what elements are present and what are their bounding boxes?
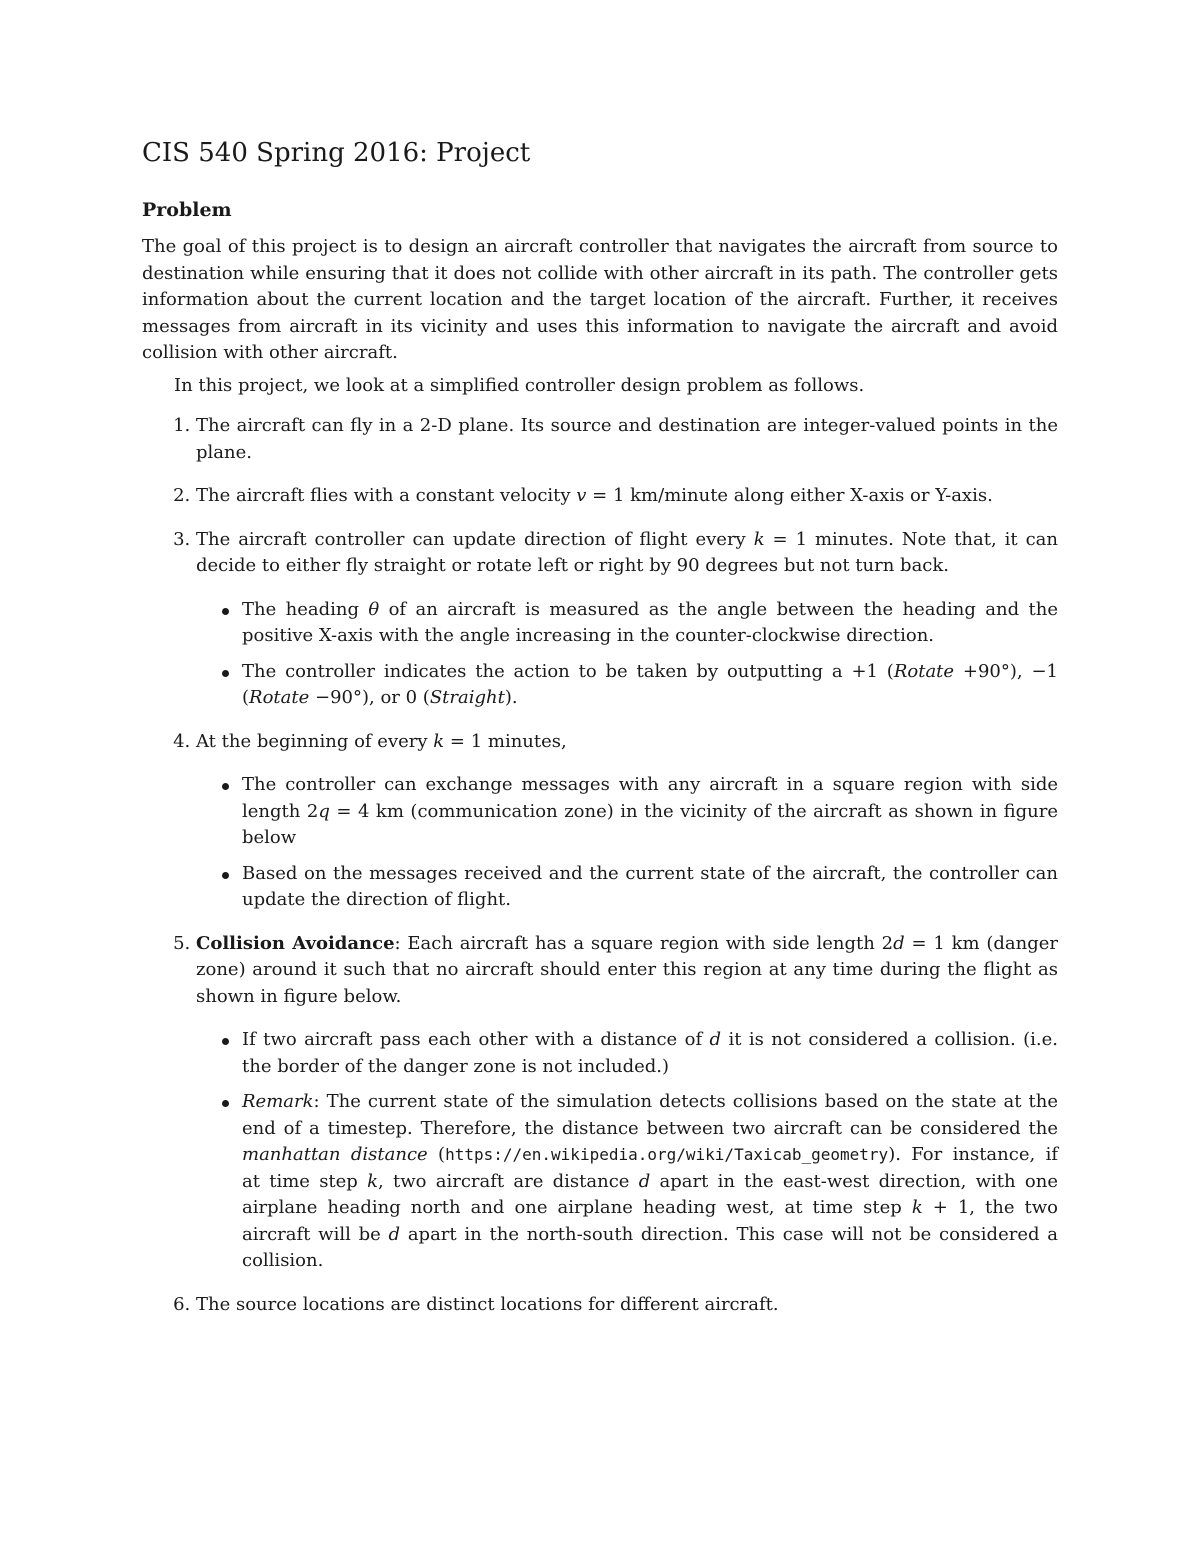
item-text: At the beginning of every — [196, 730, 434, 752]
item-text: = 1 km (danger zone) around it such that no aircraft should enter this region at any time during the flight as shown in figure below. — [196, 932, 1059, 1007]
section-heading: Problem — [142, 199, 232, 221]
emph-text: Straight — [429, 687, 505, 708]
bold-label: Collision Avoidance — [196, 932, 395, 954]
bullet-list — [196, 597, 1058, 712]
item-text: = 1 km/minute along either X-axis or Y-axis. — [586, 485, 993, 506]
item-text: ). — [504, 687, 518, 708]
emph-text: manhattan distance — [242, 1144, 428, 1165]
requirements-list — [142, 413, 1058, 1318]
item-text: The aircraft flies with a constant velocity — [196, 485, 577, 506]
item-text: The source locations are distinct locations for different aircraft. — [196, 1293, 779, 1315]
item-text: = 4 km (communication zone) in the vicinity of the aircraft as shown in figure below — [242, 800, 1059, 848]
math-var: d — [893, 932, 905, 954]
item-text: Based on the messages received and the current state of the aircraft, the controller can update the direction of flight. — [242, 862, 1058, 910]
bullet-list — [196, 772, 1058, 914]
bullet-item — [242, 1027, 1058, 1080]
url-link[interactable]: https://en.wikipedia.org/wiki/Taxicab_geometry — [445, 1145, 889, 1164]
item-text: = 1 minutes, — [444, 730, 567, 752]
item-text: : Each aircraft has a square region with side length 2 — [394, 932, 894, 954]
list-item — [196, 729, 1058, 914]
item-text: The aircraft controller can update direction of flight every — [196, 528, 754, 550]
list-item — [196, 483, 1058, 510]
emph-text: Rotate — [893, 660, 955, 682]
math-var: q — [318, 800, 330, 822]
list-item — [196, 1292, 1058, 1319]
item-text: apart in the north-south direction. This case will not be considered a collision. — [242, 1223, 1058, 1271]
emph-text: Rotate — [249, 687, 310, 708]
bullet-item — [242, 1089, 1058, 1275]
item-text: apart in the east-west direction, with one airplane heading north and one airplane heading west, at time step — [242, 1170, 1058, 1218]
intro-paragraph: The goal of this project is to design an aircraft controller that navigates the aircraft from source to destination while ensuring that it does not collide with other aircraft in its path. The controller gets information about the current location and the target location of the aircraft. Further, it receives messages from aircraft in its vicinity and uses this information to navigate the aircraft and avoid collision with other aircraft. — [142, 236, 1058, 363]
document-title: CIS 540 Spring 2016: Project — [142, 138, 531, 168]
bullet-item — [242, 772, 1058, 852]
item-text: it is not considered a collision. (i.e. the border of the danger zone is not included.) — [242, 1029, 1058, 1077]
lead-paragraph: In this project, we look at a simplified controller design problem as follows. — [174, 374, 865, 396]
item-text: The heading — [242, 598, 369, 620]
item-text: + 1, the two aircraft will be — [242, 1197, 1058, 1245]
item-text: of an aircraft is measured as the angle between the heading and the positive X-axis with the angle increasing in the counter-clockwise direction. — [242, 598, 1058, 646]
math-var: v — [576, 485, 587, 506]
emph-text: Remark — [242, 1091, 314, 1112]
math-var: k — [367, 1170, 379, 1192]
list-item — [196, 527, 1058, 712]
item-text: +90°), −1 ( — [242, 660, 1058, 708]
math-var: d — [709, 1029, 722, 1050]
bullet-list — [196, 1027, 1058, 1275]
item-text: ( — [427, 1144, 446, 1165]
math-var: k — [911, 1197, 923, 1218]
item-text: The aircraft can fly in a 2-D plane. Its source and destination are integer-valued points in the plane. — [196, 415, 1058, 463]
math-var: d — [388, 1223, 401, 1245]
math-var: θ — [368, 598, 380, 620]
item-text: = 1 minutes. Note that, it can decide to either fly straight or rotate left or right by 90 degrees but not turn back. — [196, 528, 1058, 576]
item-text: : The current state of the simulation detects collisions based on the state at the end of a timestep. Therefore, the distance between two aircraft can be considered the — [242, 1091, 1058, 1139]
bullet-item — [242, 861, 1058, 914]
item-text: The controller can exchange messages with any aircraft in a square region with side length 2 — [242, 774, 1058, 822]
math-var: d — [638, 1170, 651, 1192]
item-text: −90°), or 0 ( — [309, 687, 430, 708]
item-text: The controller indicates the action to be taken by outputting a +1 ( — [242, 660, 894, 682]
bullet-item — [242, 597, 1058, 650]
bullet-item — [242, 659, 1058, 712]
item-text: ). For instance, if at time step — [242, 1144, 1058, 1192]
list-item — [196, 931, 1058, 1275]
item-text: If two aircraft pass each other with a distance of — [242, 1029, 710, 1050]
math-var: k — [753, 528, 765, 550]
math-var: k — [433, 730, 445, 752]
item-text: , two aircraft are distance — [378, 1170, 639, 1192]
list-item — [196, 413, 1058, 466]
